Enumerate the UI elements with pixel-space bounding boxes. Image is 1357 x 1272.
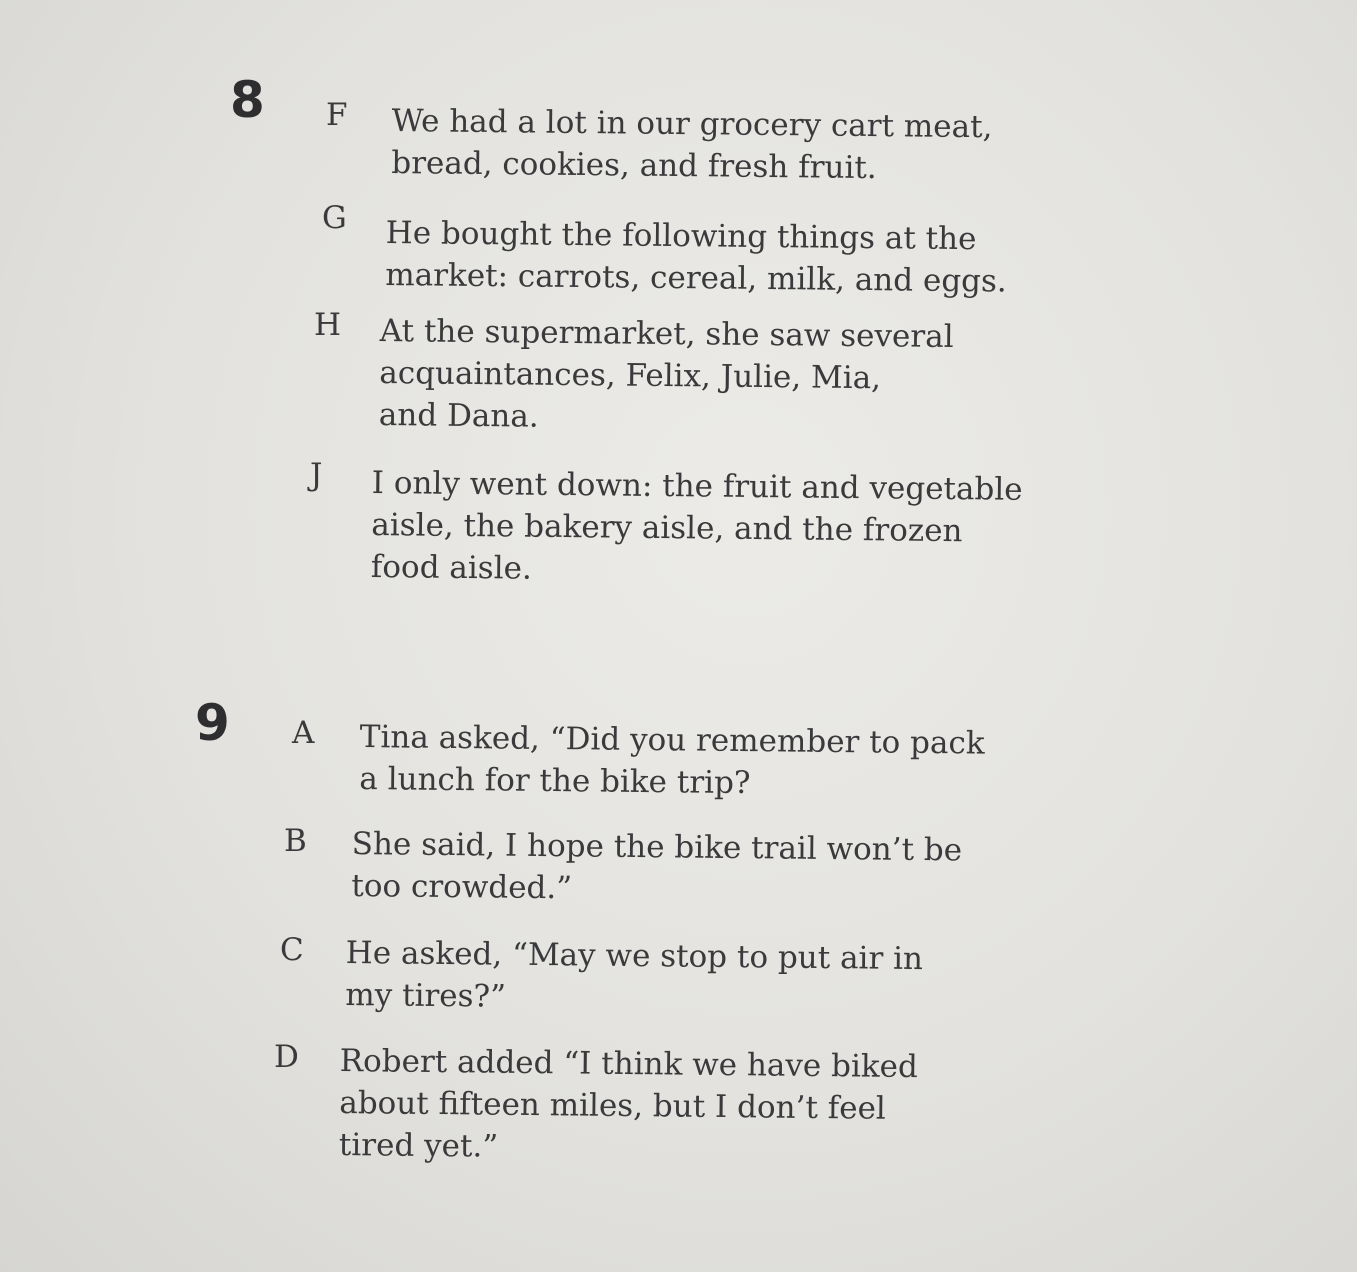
answer-choice-c[interactable]	[345, 932, 923, 1022]
choice-line: We had a lot in our grocery cart meat,	[391, 102, 993, 146]
choice-letter: G	[322, 200, 347, 236]
choice-line: tired yet.”	[338, 1126, 499, 1165]
choice-line: food aisle.	[370, 548, 533, 587]
choice-letter: C	[280, 932, 304, 968]
choice-line: my tires?”	[345, 976, 507, 1015]
answer-choice-b[interactable]	[351, 823, 962, 913]
answer-choice-j[interactable]	[371, 462, 1023, 595]
question-number: 8	[230, 71, 265, 129]
choice-line: a lunch for the bike trip?	[359, 760, 751, 802]
choice-line: aisle, the bakery aisle, and the frozen	[371, 506, 963, 550]
choice-letter: H	[314, 307, 342, 343]
choice-line: market: carrots, cereal, milk, and eggs.	[385, 256, 1007, 300]
choice-line: too crowded.”	[351, 867, 573, 907]
choice-line: I only went down: the fruit and vegetable	[371, 464, 1023, 508]
choice-line: She said, I hope the bike trail won’t be	[351, 825, 963, 869]
choice-letter: J	[310, 457, 323, 493]
choice-letter: B	[284, 823, 307, 859]
choice-line: Tina asked, “Did you remember to pack	[359, 718, 985, 762]
choice-line: Robert added “I think we have biked	[339, 1042, 918, 1086]
choice-line: bread, cookies, and fresh fruit.	[391, 144, 877, 187]
choice-letter: F	[326, 97, 348, 133]
answer-choice-g[interactable]	[385, 212, 1007, 303]
choice-line: He bought the following things at the	[385, 214, 977, 258]
answer-choice-a[interactable]	[359, 716, 985, 807]
question-number: 9	[195, 694, 230, 752]
answer-choice-h[interactable]	[379, 310, 954, 442]
choice-line: acquaintances, Felix, Julie, Mia,	[379, 354, 882, 397]
choice-line: and Dana.	[378, 396, 539, 435]
choice-line: about fifteen miles, but I don’t feel	[339, 1084, 887, 1127]
choice-line: At the supermarket, she saw several	[379, 312, 954, 356]
choice-letter: A	[292, 715, 315, 751]
choice-line: He asked, “May we stop to put air in	[345, 934, 924, 978]
answer-choice-d[interactable]	[339, 1040, 918, 1172]
choice-letter: D	[274, 1039, 299, 1075]
answer-choice-f[interactable]	[391, 100, 993, 190]
